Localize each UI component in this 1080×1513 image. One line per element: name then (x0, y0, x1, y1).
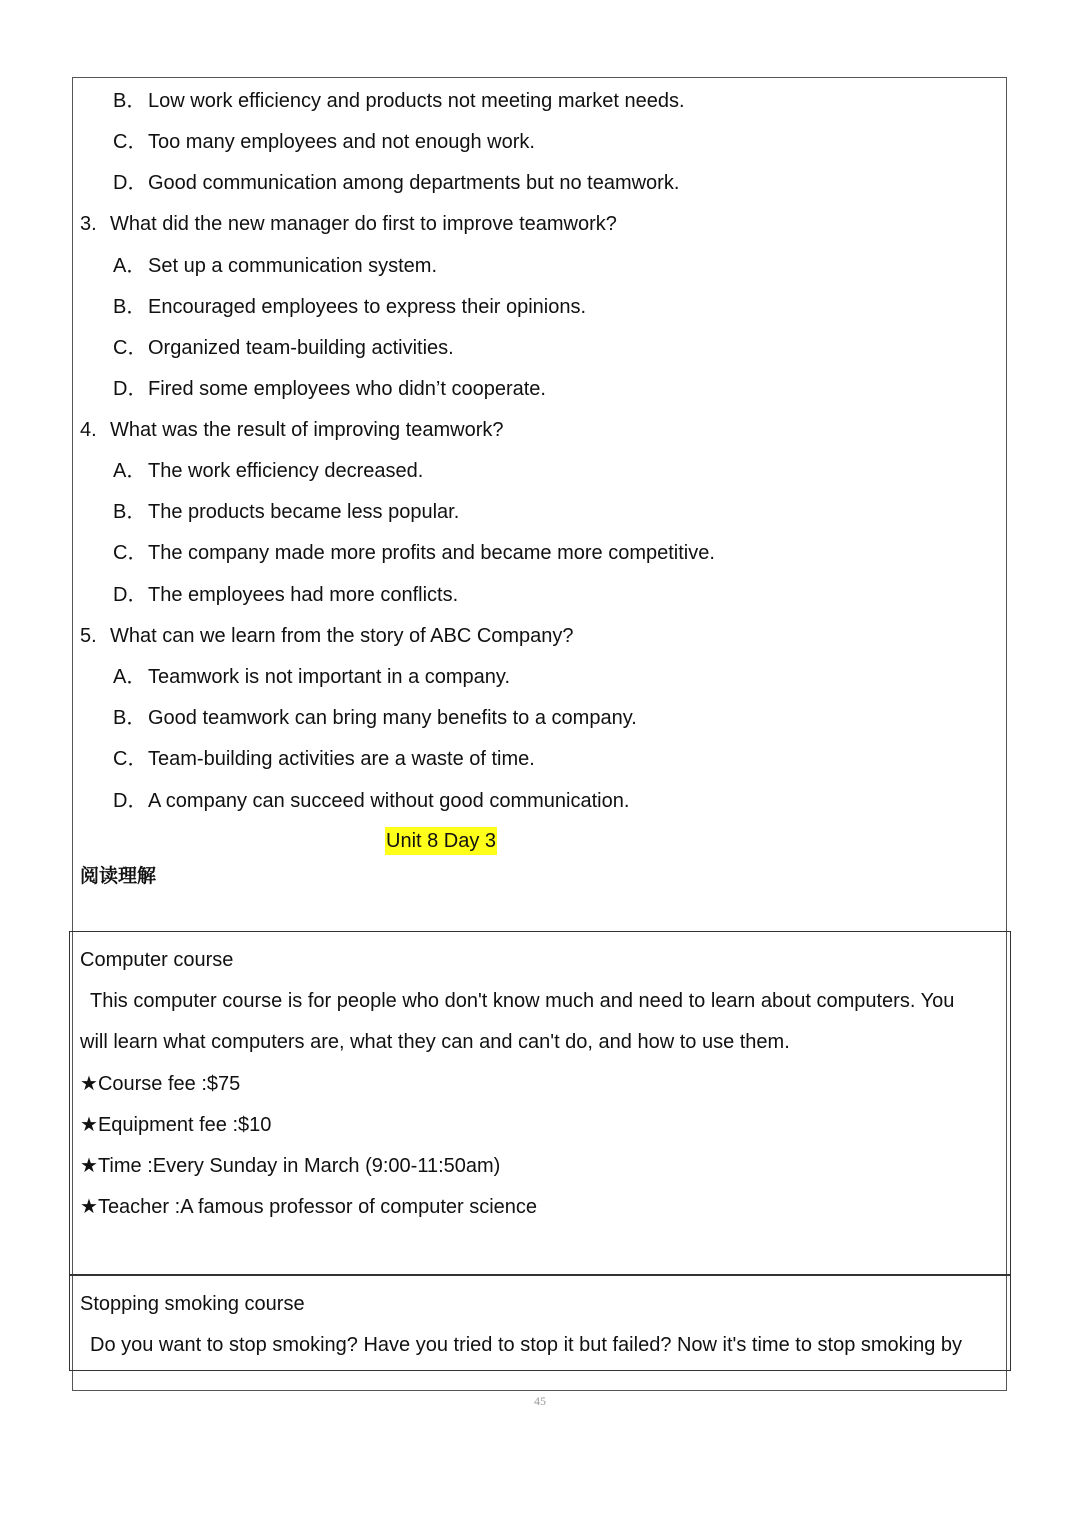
option-text: Encouraged employees to express their opinions. (148, 296, 587, 318)
question-4 (80, 418, 504, 442)
star-icon: ★ (80, 1071, 98, 1095)
star-icon: ★ (80, 1112, 98, 1136)
option-letter: C． (113, 748, 148, 770)
question-text: What can we learn from the story of ABC Company? (110, 625, 574, 647)
option-text: The company made more profits and became more competitive. (148, 542, 715, 564)
option-text: Organized team-building activities. (148, 337, 454, 359)
option-2c (113, 130, 535, 154)
course-item (80, 1112, 271, 1137)
option-text: Too many employees and not enough work. (148, 131, 535, 153)
option-letter: B． (113, 501, 147, 523)
course-item-text: Course fee :$75 (97, 1073, 241, 1095)
question-3 (80, 212, 617, 236)
option-text: A company can succeed without good communication. (148, 790, 630, 812)
option-letter: C． (113, 131, 148, 153)
option-3c (113, 336, 454, 360)
option-letter: A． (113, 255, 147, 277)
option-letter: B． (113, 707, 147, 729)
star-icon: ★ (80, 1153, 98, 1177)
question-text: What did the new manager do first to improve teamwork? (110, 213, 617, 235)
computer-course-desc-line1: This computer course is for people who don't know much and need to learn about computers. You (90, 990, 955, 1012)
computer-course-desc-line2: will learn what computers are, what they can and can't do, and how to use them. (80, 1031, 790, 1053)
computer-course-title: Computer course (80, 949, 234, 971)
section-heading: 阅读理解 (80, 865, 157, 887)
option-3d (113, 377, 546, 401)
option-5b (113, 706, 637, 730)
option-4d (113, 583, 458, 607)
question-number: 4. (80, 419, 97, 441)
option-text: The employees had more conflicts. (148, 584, 459, 606)
page-number: 45 (534, 1394, 546, 1408)
option-letter: D． (113, 790, 148, 812)
option-letter: D． (113, 584, 148, 606)
option-text: Set up a communication system. (148, 255, 438, 277)
option-letter: A． (113, 460, 147, 482)
option-4b (113, 500, 459, 524)
option-4c (113, 541, 715, 565)
option-5d (113, 789, 629, 813)
option-2d (113, 171, 679, 195)
option-letter: D． (113, 172, 148, 194)
option-text: Teamwork is not important in a company. (148, 666, 511, 688)
star-icon: ★ (80, 1194, 98, 1218)
computer-course-box (69, 931, 1011, 1276)
question-number: 5. (80, 625, 97, 647)
course-item (80, 1071, 240, 1096)
course-item (80, 1194, 537, 1219)
smoking-course-title: Stopping smoking course (80, 1293, 305, 1315)
option-2b (113, 89, 685, 113)
course-item-text: Time :Every Sunday in March (9:00-11:50am) (97, 1155, 501, 1177)
question-text: What was the result of improving teamwork? (110, 419, 504, 441)
option-letter: A． (113, 666, 147, 688)
course-item-text: Teacher :A famous professor of computer science (97, 1196, 538, 1218)
option-letter: C． (113, 542, 148, 564)
option-letter: D． (113, 378, 148, 400)
option-3a (113, 254, 437, 278)
option-text: The work efficiency decreased. (148, 460, 424, 482)
option-text: Fired some employees who didn’t cooperate. (148, 378, 546, 400)
option-4a (113, 459, 423, 483)
course-item-text: Equipment fee :$10 (97, 1114, 272, 1136)
option-text: Good teamwork can bring many benefits to a company. (148, 707, 637, 729)
option-text: Team-building activities are a waste of time. (148, 748, 535, 770)
option-5c (113, 747, 535, 771)
question-number: 3. (80, 213, 97, 235)
option-text: The products became less popular. (148, 501, 460, 523)
option-letter: B． (113, 296, 147, 318)
option-3b (113, 295, 586, 319)
option-text: Low work efficiency and products not meeting market needs. (148, 90, 685, 112)
unit-heading: Unit 8 Day 3 (385, 827, 497, 855)
smoking-course-desc-line1: Do you want to stop smoking? Have you tried to stop it but failed? Now it's time to stop smoking by (90, 1334, 963, 1356)
course-item (80, 1153, 500, 1178)
option-letter: C． (113, 337, 148, 359)
option-5a (113, 665, 510, 689)
option-text: Good communication among departments but no teamwork. (148, 172, 680, 194)
option-letter: B． (113, 90, 147, 112)
question-5 (80, 624, 574, 648)
